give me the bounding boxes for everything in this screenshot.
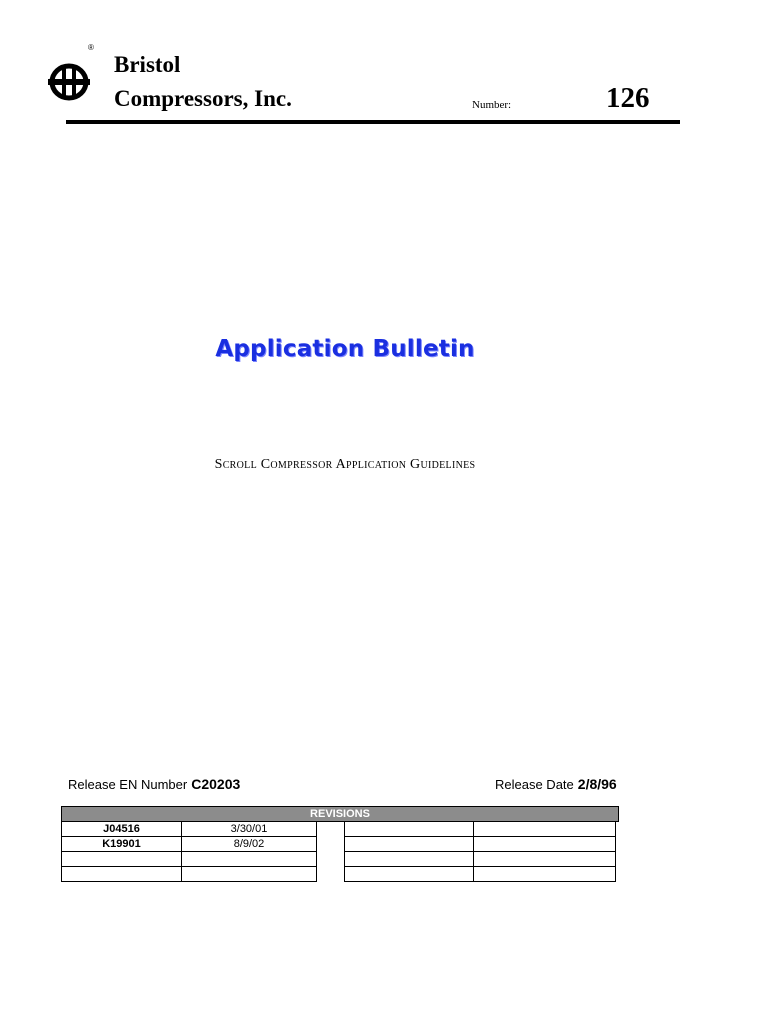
revisions-table-right [344, 821, 616, 882]
company-name-line1: Bristol [114, 52, 181, 77]
table-row [62, 867, 317, 882]
revision-en: K19901 [62, 837, 182, 852]
revision-date [182, 852, 317, 867]
revision-en: J04516 [62, 822, 182, 837]
revision-en [62, 852, 182, 867]
release-date-label: Release Date [495, 777, 574, 792]
revision-date [474, 867, 616, 882]
table-row [345, 837, 616, 852]
revision-date: 8/9/02 [182, 837, 317, 852]
table-row [62, 852, 317, 867]
revision-en [345, 852, 474, 867]
bulletin-number: 126 [606, 82, 650, 114]
page-title: Application Bulletin [215, 336, 475, 362]
revision-en [62, 867, 182, 882]
release-en-value: C20203 [191, 776, 241, 792]
revision-date [474, 822, 616, 837]
table-row [345, 867, 616, 882]
revision-date [474, 852, 616, 867]
registered-mark: ® [88, 43, 94, 52]
table-row [62, 837, 317, 852]
release-en-label: Release EN Number [68, 777, 188, 792]
bristol-logo-icon [48, 60, 90, 104]
revisions-table-left [61, 821, 317, 882]
company-name-line2: Compressors, Inc. [114, 86, 292, 111]
revision-date [182, 867, 317, 882]
table-row [345, 822, 616, 837]
number-label: Number: [472, 99, 512, 111]
release-date [495, 776, 617, 792]
revisions-header: REVISIONS [61, 806, 619, 822]
release-date-value: 2/8/96 [577, 776, 617, 792]
table-row [345, 852, 616, 867]
revision-en [345, 837, 474, 852]
revision-date [474, 837, 616, 852]
header-rule [66, 120, 680, 124]
table-row [62, 822, 317, 837]
document-subtitle: Scroll Compressor Application Guidelines [214, 457, 476, 472]
revision-en [345, 822, 474, 837]
revision-date: 3/30/01 [182, 822, 317, 837]
revision-en [345, 867, 474, 882]
release-en [68, 776, 240, 792]
